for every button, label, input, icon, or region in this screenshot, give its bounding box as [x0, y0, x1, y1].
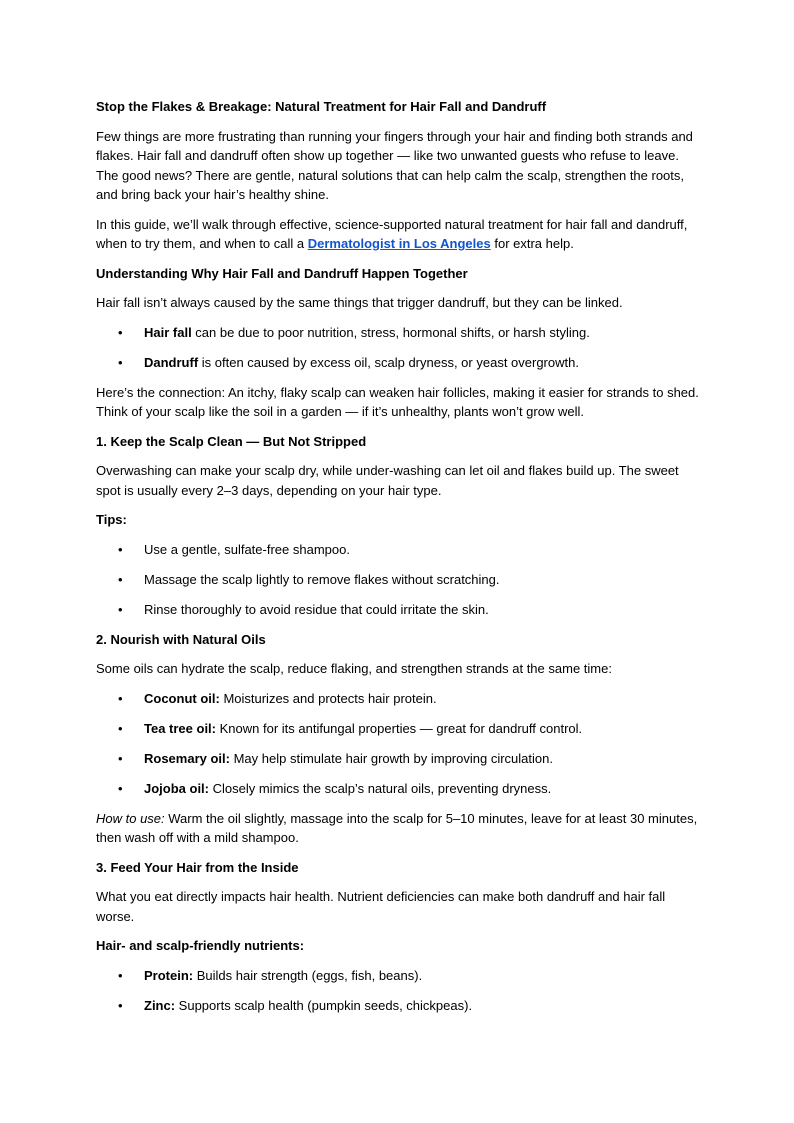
list-item-bold: Jojoba oil: — [144, 780, 209, 796]
list-item-text: Rinse thoroughly to avoid residue that could irritate the skin. — [144, 601, 489, 617]
guide-text-before: In this guide, we’ll walk through effective, science-supported natural treatment for hair fall and dandruff, when to try them, and when to call a — [96, 216, 688, 251]
tips-list — [96, 540, 700, 620]
bullet-icon: • — [118, 720, 123, 736]
list-item-text: May help stimulate hair growth by improving circulation. — [229, 750, 553, 766]
understanding-intro: Hair fall isn’t always caused by the same things that trigger dandruff, but they can be linked. — [96, 295, 623, 310]
howto-paragraph — [96, 809, 700, 848]
bullet-icon: • — [118, 997, 123, 1013]
section-1-heading: 1. Keep the Scalp Clean — But Not Stripped — [96, 433, 367, 449]
list-item-bold: Dandruff — [144, 354, 199, 370]
list-item — [96, 353, 700, 373]
list-item-bold: Tea tree oil: — [144, 720, 217, 736]
howto-text: Warm the oil slightly, massage into the scalp for 5–10 minutes, leave for at least 30 minutes, then wash off with a mild shampoo. — [96, 810, 698, 845]
list-item-bold: Hair fall — [144, 324, 192, 340]
guide-paragraph — [96, 215, 700, 254]
list-item — [96, 779, 700, 799]
list-item — [96, 600, 700, 620]
section-2-heading: 2. Nourish with Natural Oils — [96, 631, 266, 647]
list-item — [96, 540, 700, 560]
document-title: Stop the Flakes & Breakage: Natural Treatment for Hair Fall and Dandruff — [96, 99, 547, 114]
list-item — [96, 323, 700, 343]
dermatologist-link[interactable]: Dermatologist in Los Angeles — [307, 236, 491, 251]
list-item-bold: Rosemary oil: — [144, 750, 230, 766]
list-item-text: Builds hair strength (eggs, fish, beans). — [193, 967, 423, 983]
list-item — [96, 570, 700, 590]
bullet-icon: • — [118, 780, 123, 796]
howto-label: How to use: — [96, 810, 165, 826]
bullet-icon: • — [118, 324, 123, 340]
section-2-body: Some oils can hydrate the scalp, reduce flaking, and strengthen strands at the same time: — [96, 661, 612, 676]
bullet-icon: • — [118, 967, 123, 983]
understanding-list — [96, 323, 700, 373]
list-item-bold: Coconut oil: — [144, 690, 220, 706]
list-item — [96, 966, 700, 986]
understanding-heading: Understanding Why Hair Fall and Dandruff Happen Together — [96, 265, 468, 281]
nutrients-list — [96, 966, 700, 1016]
bullet-icon: • — [118, 354, 123, 370]
list-item-bold: Zinc: — [144, 997, 176, 1013]
bullet-icon: • — [118, 750, 123, 766]
list-item-bold: Protein: — [144, 967, 194, 983]
section-3-body: What you eat directly impacts hair health. Nutrient deficiencies can make both dandruff and hair fall worse. — [96, 889, 666, 924]
list-item — [96, 689, 700, 709]
list-item — [96, 719, 700, 739]
bullet-icon: • — [118, 541, 123, 557]
list-item — [96, 996, 700, 1016]
section-3-heading: 3. Feed Your Hair from the Inside — [96, 859, 299, 875]
tips-label: Tips: — [96, 512, 127, 527]
section-1-body: Overwashing can make your scalp dry, while under-washing can let oil and flakes build up. The sweet spot is usually every 2–3 days, depending on your hair type. — [96, 463, 679, 498]
document-page — [96, 97, 700, 1026]
bullet-icon: • — [118, 571, 123, 587]
list-item-text: is often caused by excess oil, scalp dryness, or yeast overgrowth. — [198, 354, 579, 370]
oils-list — [96, 689, 700, 799]
list-item-text: Use a gentle, sulfate-free shampoo. — [144, 541, 350, 557]
guide-text-after: for extra help. — [490, 236, 574, 251]
bullet-icon: • — [118, 601, 123, 617]
connection-paragraph: Here’s the connection: An itchy, flaky scalp can weaken hair follicles, making it easier for strands to shed. Think of your scalp like the soil in a garden — if it’s unhealthy, plants won’t grow well. — [96, 384, 699, 419]
list-item-text: Massage the scalp lightly to remove flakes without scratching. — [144, 571, 500, 587]
nutrients-label: Hair- and scalp-friendly nutrients: — [96, 938, 305, 953]
list-item-text: Moisturizes and protects hair protein. — [219, 690, 437, 706]
intro-paragraph: Few things are more frustrating than running your fingers through your hair and finding both strands and flakes. Hair fall and dandruff often show up together — like two unwanted guests who refuse to leave. The good news? There are gentle, natural solutions that can help calm the scalp, strengthen the roots, and bring back your hair’s healthy shine. — [96, 128, 693, 202]
list-item — [96, 749, 700, 769]
list-item-text: can be due to poor nutrition, stress, hormonal shifts, or harsh styling. — [191, 324, 590, 340]
list-item-text: Closely mimics the scalp’s natural oils, preventing dryness. — [209, 780, 552, 796]
list-item-text: Supports scalp health (pumpkin seeds, chickpeas). — [175, 997, 473, 1013]
list-item-text: Known for its antifungal properties — great for dandruff control. — [216, 720, 583, 736]
bullet-icon: • — [118, 690, 123, 706]
